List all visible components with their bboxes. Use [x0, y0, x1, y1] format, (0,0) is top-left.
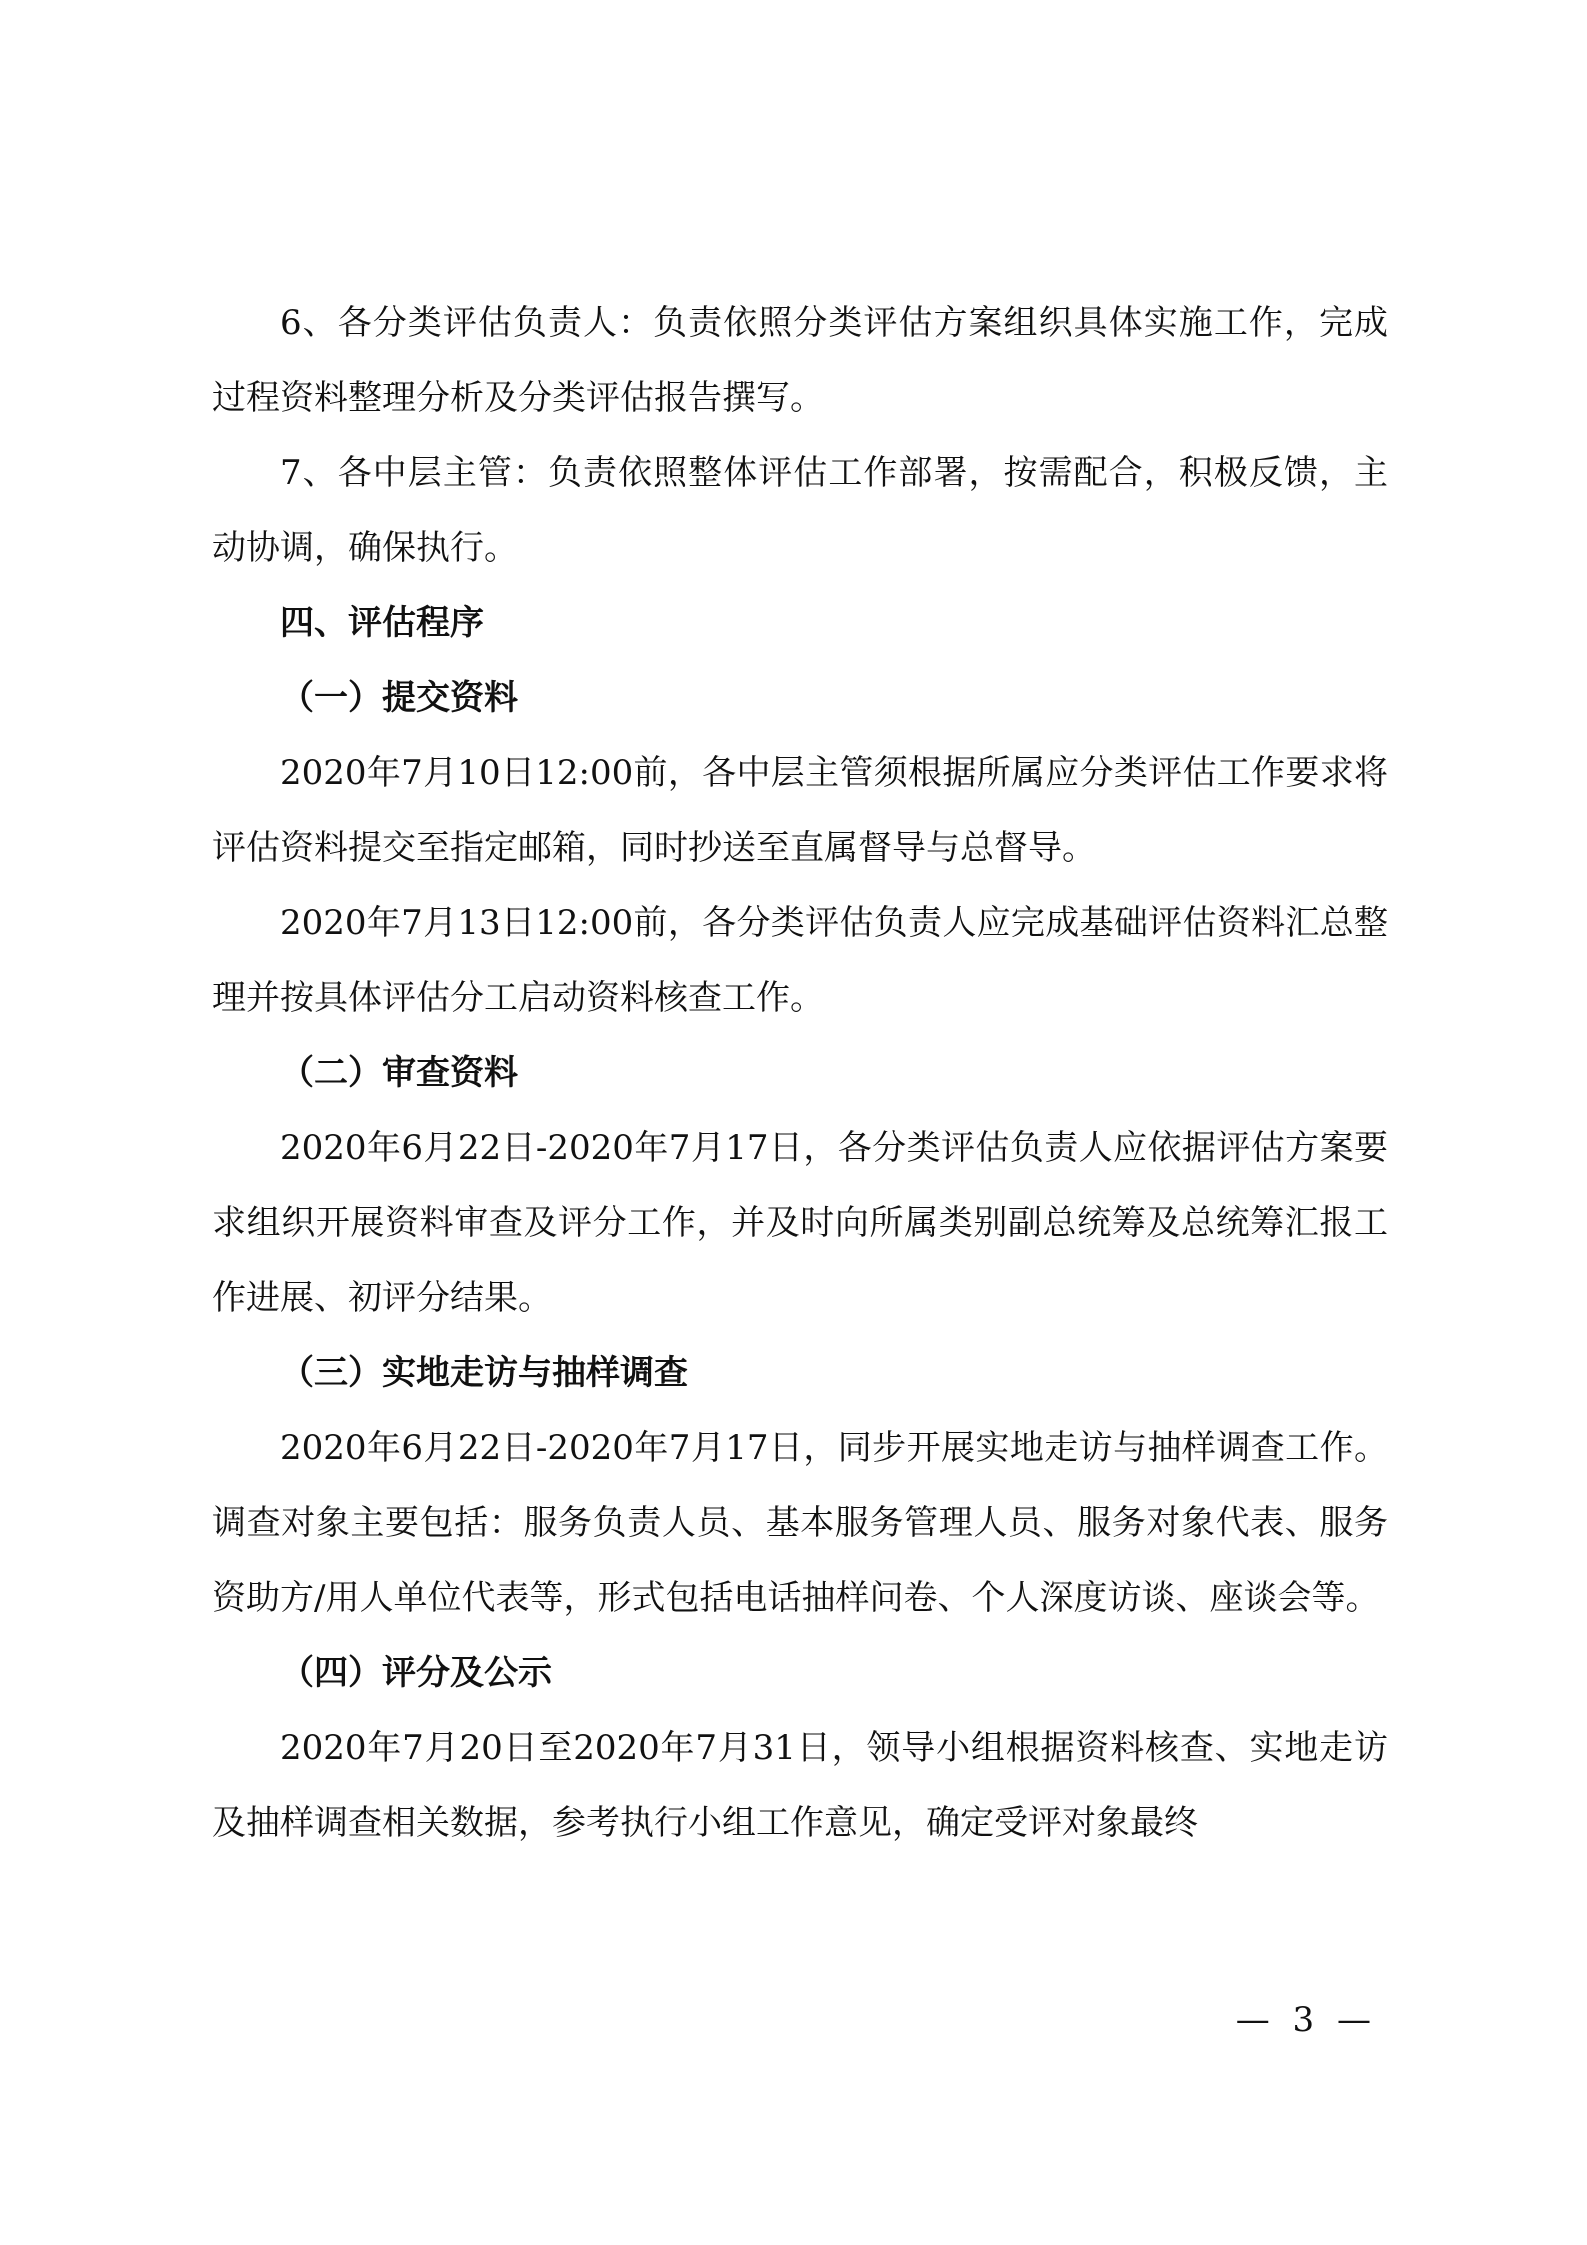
subheading-scoring-publicity: （四）评分及公示 — [280, 1653, 552, 1693]
paragraph-submit-deadline-1: 2020年7月10日12:00前，各中层主管须根据所属应分类评估工作要求将评估资料提交至指定邮箱，同时抄送至直属督导与总督导。 — [212, 753, 1388, 868]
paragraph-submit-deadline-2: 2020年7月13日12:00前，各分类评估负责人应完成基础评估资料汇总整理并按具体评估分工启动资料核查工作。 — [212, 903, 1388, 1018]
subheading-field-visit: （三）实地走访与抽样调查 — [280, 1353, 688, 1393]
subheading-submit-materials: （一）提交资料 — [280, 678, 518, 718]
paragraph-field-visit: 2020年6月22日-2020年7月17日，同步开展实地走访与抽样调查工作。调查对象主要包括：服务负责人员、基本服务管理人员、服务对象代表、服务资助方/用人单位代表等，形式包括电话抽样问卷、个人深度访谈、座谈会等。 — [212, 1428, 1388, 1618]
paragraph-role-7: 7、各中层主管：负责依照整体评估工作部署，按需配合，积极反馈，主动协调，确保执行。 — [212, 453, 1388, 568]
paragraph-role-6: 6、各分类评估负责人：负责依照分类评估方案组织具体实施工作，完成过程资料整理分析及分类评估报告撰写。 — [212, 303, 1388, 418]
paragraph-scoring: 2020年7月20日至2020年7月31日，领导小组根据资料核查、实地走访及抽样调查相关数据，参考执行小组工作意见，确定受评对象最终 — [212, 1728, 1388, 1843]
page-number: — 3 — — [1235, 2000, 1377, 2040]
section-heading-procedure: 四、评估程序 — [280, 603, 484, 643]
paragraph-review: 2020年6月22日-2020年7月17日，各分类评估负责人应依据评估方案要求组织开展资料审查及评分工作，并及时向所属类别副总统筹及总统筹汇报工作进展、初评分结果。 — [212, 1128, 1388, 1318]
subheading-review-materials: （二）审查资料 — [280, 1053, 518, 1093]
document-body — [212, 286, 1388, 1861]
